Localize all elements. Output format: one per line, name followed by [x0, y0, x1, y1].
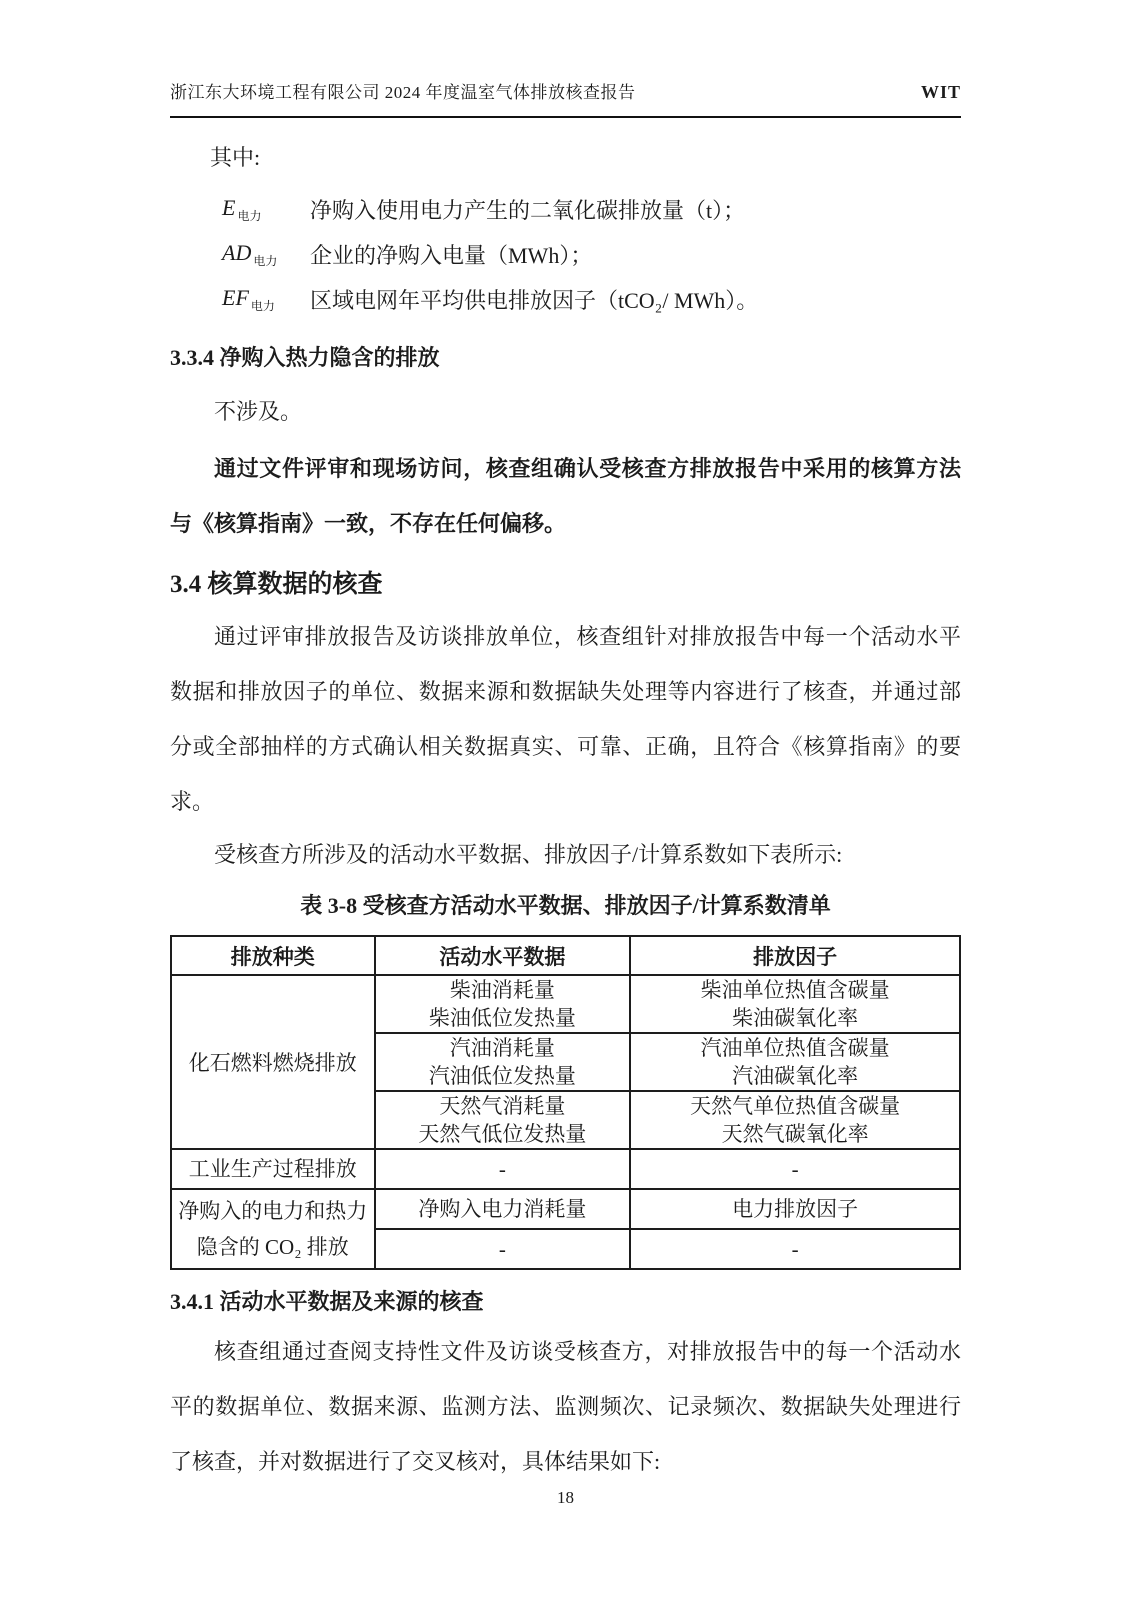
symbol-definitions — [170, 187, 961, 322]
symbol-subscript: 电力 — [237, 209, 262, 224]
heading-3-4-1: 3.4.1 活动水平数据及来源的核查 — [170, 1289, 484, 1314]
cell-line: 天然气消耗量 — [439, 1094, 566, 1118]
paragraph-3-4-intro: 通过评审排放报告及访谈排放单位，核查组针对排放报告中每一个活动水平数据和排放因子的单位、数据来源和数据缺失处理等内容进行了核查，并通过部分或全部抽样的方式确认相关数据真实、可靠、正确，且符合《核算指南》的要求。 — [170, 624, 961, 814]
cell-diesel-activity — [375, 975, 631, 1033]
paragraph-conclusion: 通过文件评审和现场访问，核查组确认受核查方排放报告中采用的核算方法与《核算指南》一致，不存在任何偏移。 — [170, 456, 961, 536]
cell-natural-gas-factor — [630, 1091, 960, 1149]
definition-description: 企业的净购入电量（MWh）； — [310, 243, 593, 268]
table-row-purchased-power — [171, 1189, 960, 1229]
cell-purchased-power-factor: 电力排放因子 — [630, 1189, 960, 1229]
cell-line: 柴油低位发热量 — [428, 1006, 576, 1030]
header-brand-logo: WIT — [920, 82, 961, 102]
cell-purchased-power-label — [171, 1189, 375, 1269]
symbol-e — [222, 195, 310, 224]
paragraph-3-4-1: 核查组通过查阅支持性文件及访谈受核查方，对排放报告中的每一个活动水平的数据单位、数据来源、监测方法、监测频次、记录频次、数据缺失处理进行了核查，并对数据进行了交叉核对，具体结果如下: — [170, 1339, 961, 1474]
definition-description: 净购入使用电力产生的二氧化碳排放量（t）； — [310, 198, 746, 223]
page-header — [170, 78, 961, 118]
cell-line: 天然气低位发热量 — [418, 1122, 587, 1146]
table-row-industrial-process — [171, 1149, 960, 1189]
column-header-emission-factor: 排放因子 — [630, 936, 960, 975]
page-number: 18 — [557, 1488, 574, 1507]
cell-line: 柴油单位热值含碳量 — [700, 978, 890, 1002]
paragraph-3-4-table-lead: 受核查方所涉及的活动水平数据、排放因子/计算系数如下表所示: — [214, 842, 843, 867]
symbol-letter: AD — [222, 239, 252, 265]
table-3-8-caption: 表 3-8 受核查方活动水平数据、排放因子/计算系数清单 — [300, 893, 831, 918]
definition-row-ef — [170, 277, 961, 322]
cell-line: 汽油消耗量 — [449, 1036, 555, 1060]
cell-gasoline-activity — [375, 1033, 631, 1091]
table-header-row — [171, 936, 960, 975]
cell-line: 天然气碳氧化率 — [721, 1122, 869, 1146]
cell-fossil-fuel-label: 化石燃料燃烧排放 — [171, 975, 375, 1149]
heading-3-4: 3.4 核算数据的核查 — [170, 571, 383, 598]
cell-line: 隐含的 CO₂ 排放 — [196, 1235, 349, 1259]
cell-line: 汽油碳氧化率 — [732, 1064, 859, 1088]
cell-natural-gas-activity — [375, 1091, 631, 1149]
cell-line: 汽油单位热值含碳量 — [700, 1036, 890, 1060]
cell-line: 天然气单位热值含碳量 — [690, 1094, 901, 1118]
symbol-ad — [222, 240, 310, 269]
symbol-letter: E — [222, 194, 236, 220]
activity-data-table — [170, 935, 961, 1270]
lead-in-text: 其中: — [210, 145, 261, 170]
definition-description: 区域电网年平均供电排放因子（tCO₂/ MWh）。 — [310, 288, 759, 313]
cell-purchased-power-activity: 净购入电力消耗量 — [375, 1189, 631, 1229]
cell-line: 汽油低位发热量 — [428, 1064, 576, 1088]
column-header-emission-type: 排放种类 — [171, 936, 375, 975]
symbol-subscript: 电力 — [250, 299, 275, 314]
paragraph-not-applicable: 不涉及。 — [214, 399, 303, 424]
cell-line: 柴油消耗量 — [449, 978, 555, 1002]
cell-line: 净购入的电力和热力 — [178, 1199, 368, 1223]
cell-industrial-label: 工业生产过程排放 — [171, 1149, 375, 1189]
header-doc-title: 浙江东大环境工程有限公司 2024 年度温室气体排放核查报告 — [170, 83, 636, 102]
cell-diesel-factor — [630, 975, 960, 1033]
cell-purchased-power-activity-2: - — [375, 1229, 631, 1269]
cell-industrial-activity: - — [375, 1149, 631, 1189]
cell-line: 柴油碳氧化率 — [732, 1006, 859, 1030]
symbol-letter: EF — [222, 284, 249, 310]
heading-3-3-4: 3.3.4 净购入热力隐含的排放 — [170, 345, 440, 370]
symbol-subscript: 电力 — [253, 254, 278, 269]
table-row-diesel — [171, 975, 960, 1033]
column-header-activity-data: 活动水平数据 — [375, 936, 631, 975]
definition-row-e — [170, 187, 961, 232]
cell-gasoline-factor — [630, 1033, 960, 1091]
cell-purchased-power-factor-2: - — [630, 1229, 960, 1269]
symbol-ef — [222, 285, 310, 314]
cell-industrial-factor: - — [630, 1149, 960, 1189]
definition-row-ad — [170, 232, 961, 277]
